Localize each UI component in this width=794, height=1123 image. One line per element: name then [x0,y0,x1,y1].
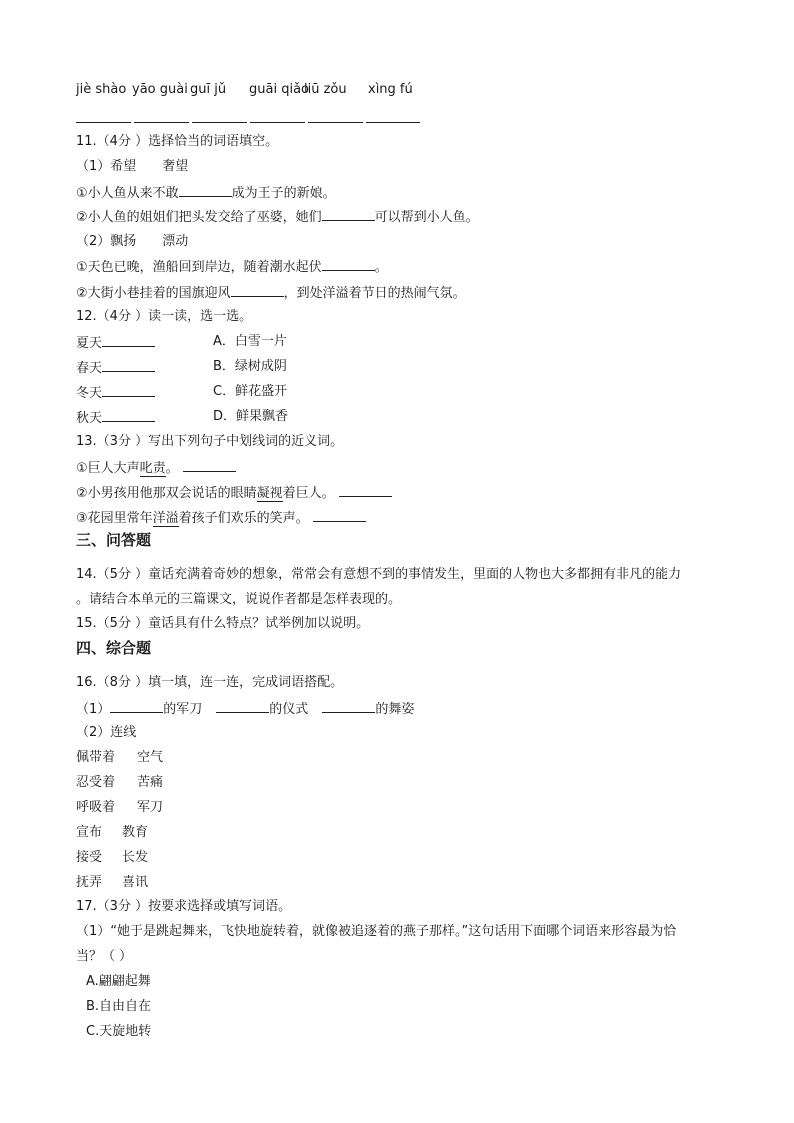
answer-blank[interactable] [366,122,420,123]
q11-title: 11.（4分 ）选择恰当的词语填空。 [76,134,279,149]
answer-blank[interactable] [322,208,375,221]
answer-blank[interactable] [183,459,236,472]
q11-p1-sentence2: ②小人鱼的姐姐们把头发交给了巫婆，她们 可以帮到小人鱼。 [76,210,479,225]
pinyin-item: jiè shào [76,82,127,97]
answer-blank[interactable] [322,700,375,713]
choice-option[interactable]: C.天旋地转 [86,1024,152,1039]
match-right[interactable]: 苦痛 [137,775,164,790]
q17-part1-line2: 当？（ ） [76,949,133,964]
answer-blank[interactable] [76,122,131,123]
q12-option: D．鲜果飘香 [213,409,289,424]
q13-sentence3: ③花园里常年洋溢着孩子们欢乐的笑声。 [76,509,366,527]
answer-blank[interactable] [102,334,155,347]
q12-left-item: 夏天 [76,334,155,352]
q12-option: B．绿树成阴 [213,359,287,374]
q15-text: 15.（5分 ）童话具有什么特点？试举例加以说明。 [76,616,370,631]
answer-blank[interactable] [322,258,375,271]
answer-blank[interactable] [231,284,284,297]
match-right[interactable]: 空气 [137,750,164,765]
pinyin-item: yāo guài [132,82,188,97]
q13-sentence1: ①巨人大声叱责。 [76,459,236,477]
match-left[interactable]: 抚弄 [76,875,103,890]
answer-blank[interactable] [179,184,232,197]
pinyin-item: guāi qiǎo [249,82,309,97]
q16-title: 16.（8分 ）填一填，连一连，完成词语搭配。 [76,675,344,690]
answer-blank[interactable] [102,409,155,422]
q14-line1: 14.（5分 ）童话充满着奇妙的想象，常常会有意想不到的事情发生，里面的人物也大多都拥有非凡的能力 [76,567,682,582]
q13-sentence2: ②小男孩用他那双会说话的眼睛凝视着巨人。 [76,484,392,502]
answer-blank[interactable] [102,359,155,372]
pinyin-item: xìng fú [368,82,413,97]
choice-option[interactable]: A.翩翩起舞 [86,974,151,989]
choice-option[interactable]: B.自由自在 [86,999,152,1014]
answer-blank[interactable] [313,509,366,522]
match-right[interactable]: 教育 [122,825,149,840]
q11-part1-label: （1）希望 奢望 [76,159,189,174]
match-left[interactable]: 忍受着 [76,775,116,790]
q12-left-item: 冬天 [76,384,155,402]
q11-p2-sentence2: ②大街小巷挂着的国旗迎风 ，到处洋溢着节日的热闹气氛。 [76,286,466,301]
answer-blank[interactable] [134,122,189,123]
q12-left-item: 春天 [76,359,155,377]
answer-blank[interactable] [192,122,247,123]
q13-title: 13.（3分 ）写出下列句子中划线词的近义词。 [76,434,344,449]
q17-title: 17.（3分 ）按要求选择或填写词语。 [76,899,292,914]
q11-p1-sentence1: ①小人鱼从来不敢 成为王子的新娘。 [76,186,336,201]
answer-blank[interactable] [308,122,363,123]
match-right[interactable]: 军刀 [137,800,164,815]
q16-part1: （1） 的军刀 的仪式 的舞姿 [76,702,415,717]
answer-blank[interactable] [102,384,155,397]
q11-part2-label: （2）飘扬 漂动 [76,234,189,249]
section-heading: 三、问答题 [76,531,152,549]
pinyin-item: guī jǔ [190,82,227,97]
match-right[interactable]: 喜讯 [122,875,149,890]
pinyin-item: liū zǒu [304,82,347,97]
pinyin-row [76,82,436,98]
match-left[interactable]: 宣布 [76,825,103,840]
q14-line2: 。请结合本单元的三篇课文，说说作者都是怎样表现的。 [76,592,402,607]
q17-part1-line1: （1）“她于是跳起舞来，飞快地旋转着，就像被追逐着的燕子那样。”这句话用下面哪个词语来形容最为恰 [76,924,677,939]
match-left[interactable]: 接受 [76,850,103,865]
match-left[interactable]: 呼吸着 [76,800,116,815]
match-left[interactable]: 佩带着 [76,750,116,765]
q12-option: C．鲜花盛开 [213,384,288,399]
q11-p2-sentence1: ①天色已晚，渔船回到岸边，随着潮水起伏 。 [76,260,388,275]
q12-option: A．白雪一片 [213,334,287,349]
section-heading: 四、综合题 [76,639,152,657]
match-right[interactable]: 长发 [122,850,149,865]
q16-part2-label: （2）连线 [76,725,137,740]
answer-blank[interactable] [339,484,392,497]
q12-left-item: 秋天 [76,409,155,427]
answer-blank[interactable] [110,700,163,713]
answer-blank[interactable] [216,700,269,713]
answer-blank[interactable] [250,122,305,123]
q12-title: 12.（4分 ）读一读，选一选。 [76,309,253,324]
